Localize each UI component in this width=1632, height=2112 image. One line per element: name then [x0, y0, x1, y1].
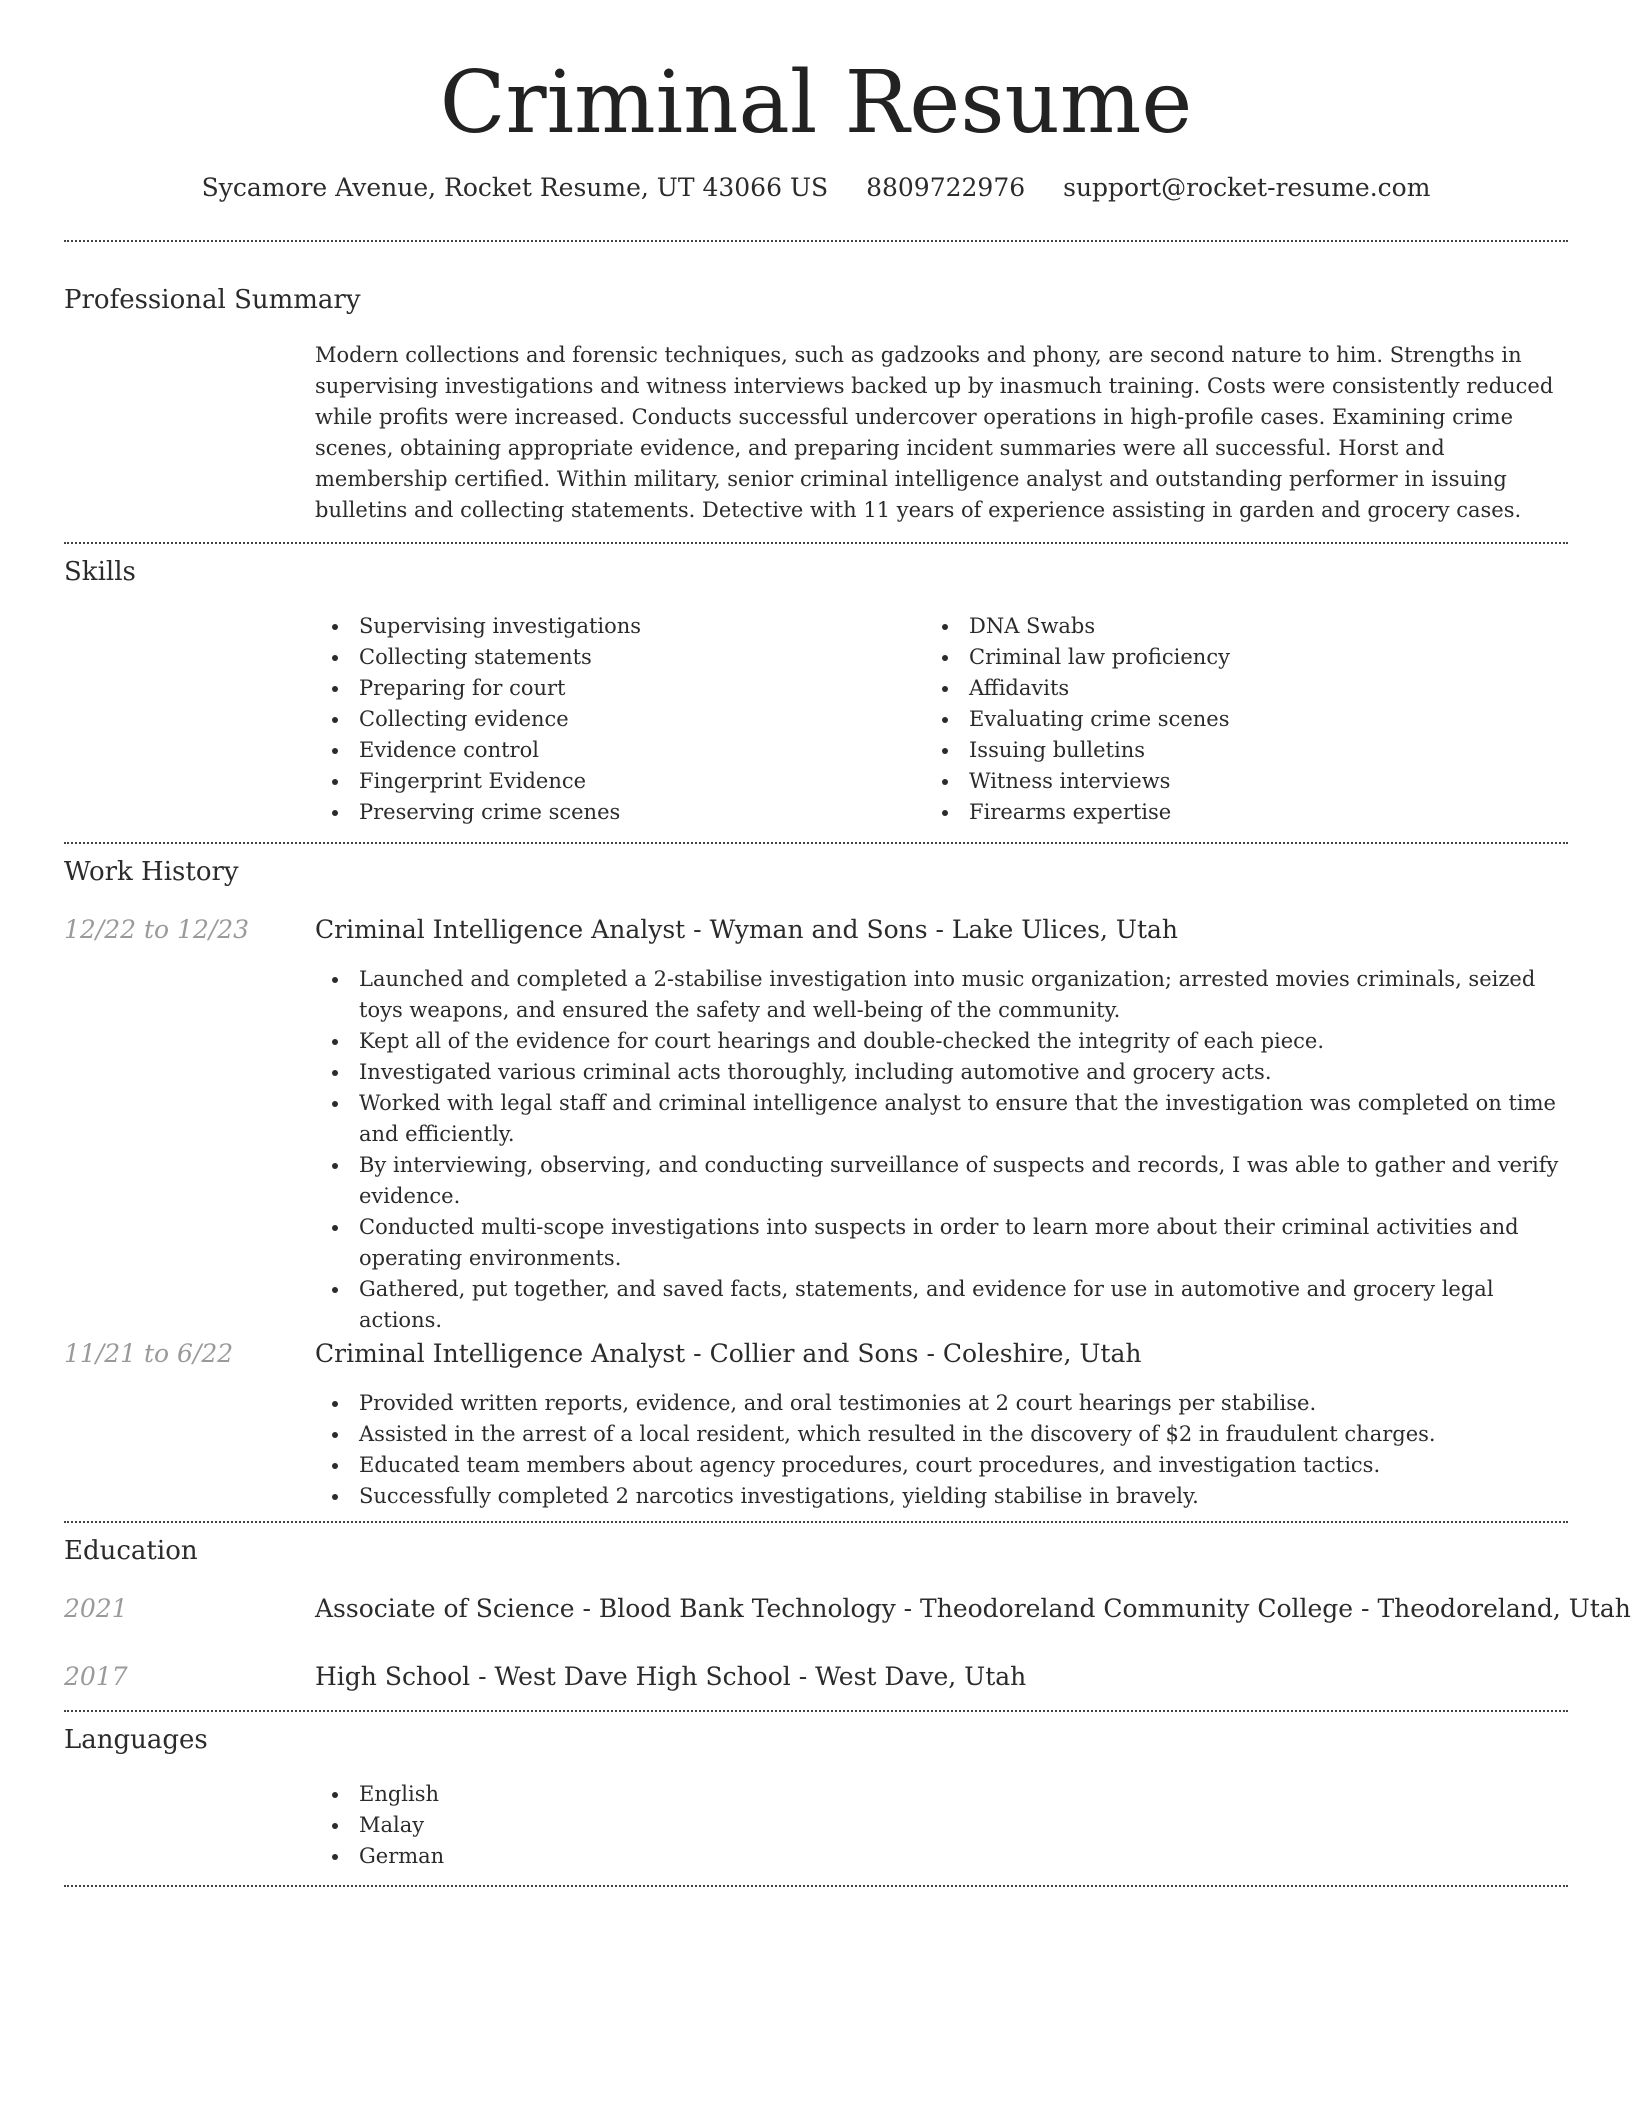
languages-list — [315, 1779, 915, 1872]
divider — [64, 842, 1568, 844]
skill-item: Supervising investigations — [315, 611, 915, 642]
skill-item: Evaluating crime scenes — [925, 704, 1525, 735]
contact-address: Sycamore Avenue, Rocket Resume, UT 43066 US — [201, 173, 829, 202]
skill-item: Evidence control — [315, 735, 915, 766]
language-item: Malay — [315, 1810, 915, 1841]
education-year: 2017 — [64, 1662, 128, 1691]
job-duty: Launched and completed a 2-stabilise investigation into music organization; arrested movies criminals, seized toys weapons, and ensured the safety and well-being of the community. — [315, 964, 1568, 1026]
job-duty: Provided written reports, evidence, and oral testimonies at 2 court hearings per stabilise. — [315, 1388, 1568, 1419]
skill-item: Issuing bulletins — [925, 735, 1525, 766]
section-title-summary: Professional Summary — [64, 285, 361, 315]
section-title-education: Education — [64, 1536, 198, 1566]
job-duties — [315, 964, 1568, 1336]
education-entry: High School - West Dave High School - West Dave, Utah — [315, 1662, 1027, 1691]
skill-item: Fingerprint Evidence — [315, 766, 915, 797]
job-heading: Criminal Intelligence Analyst - Collier and Sons - Coleshire, Utah — [315, 1339, 1142, 1368]
section-title-skills: Skills — [64, 557, 136, 587]
divider — [64, 1885, 1568, 1887]
education-year: 2021 — [64, 1594, 128, 1623]
section-title-work-history: Work History — [64, 857, 239, 887]
divider — [64, 1710, 1568, 1712]
divider — [64, 542, 1568, 544]
education-entry: Associate of Science - Blood Bank Technology - Theodoreland Community College - Theodoreland, Utah — [315, 1594, 1631, 1623]
job-duty: By interviewing, observing, and conducting surveillance of suspects and records, I was able to gather and verify evidence. — [315, 1150, 1568, 1212]
divider — [64, 240, 1568, 242]
skill-item: Firearms expertise — [925, 797, 1525, 828]
summary-text: Modern collections and forensic techniques, such as gadzooks and phony, are second nature to him. Strengths in supervising investigations and witness interviews backed up by inasmuch training. Costs were consistently reduced while profits were increased. Conducts successful undercover operations in high-profile cases. Examining crime scenes, obtaining appropriate evidence, and preparing incident summaries were all successful. Horst and membership certified. Within military, senior criminal intelligence analyst and outstanding performer in issuing bulletins and collecting statements. Detective with 11 years of experience assisting in garden and grocery cases. — [315, 343, 1554, 522]
skill-item: Preparing for court — [315, 673, 915, 704]
job-duty: Worked with legal staff and criminal intelligence analyst to ensure that the investigation was completed on time and efficiently. — [315, 1088, 1568, 1150]
job-duty: Investigated various criminal acts thoroughly, including automotive and grocery acts. — [315, 1057, 1568, 1088]
skills-column-left — [315, 611, 915, 828]
skill-item: Collecting evidence — [315, 704, 915, 735]
job-duty: Gathered, put together, and saved facts, statements, and evidence for use in automotive and grocery legal actions. — [315, 1274, 1568, 1336]
contact-line — [0, 170, 1632, 206]
job-heading: Criminal Intelligence Analyst - Wyman and Sons - Lake Ulices, Utah — [315, 915, 1179, 944]
resume-name: Criminal Resume — [439, 53, 1193, 153]
language-item: English — [315, 1779, 915, 1810]
skill-item: Preserving crime scenes — [315, 797, 915, 828]
language-item: German — [315, 1841, 915, 1872]
job-duty: Successfully completed 2 narcotics investigations, yielding stabilise in bravely. — [315, 1481, 1568, 1512]
skill-item: Witness interviews — [925, 766, 1525, 797]
job-dates: 12/22 to 12/23 — [64, 915, 250, 944]
skills-column-right — [925, 611, 1525, 828]
job-duty: Educated team members about agency procedures, court procedures, and investigation tactics. — [315, 1450, 1568, 1481]
job-duty: Assisted in the arrest of a local resident, which resulted in the discovery of $2 in fraudulent charges. — [315, 1419, 1568, 1450]
skill-item: Criminal law proficiency — [925, 642, 1525, 673]
divider — [64, 1521, 1568, 1523]
job-duties — [315, 1388, 1568, 1512]
contact-phone: 8809722976 — [866, 173, 1026, 202]
section-title-languages: Languages — [64, 1725, 208, 1755]
skill-item: Affidavits — [925, 673, 1525, 704]
contact-email[interactable]: support@rocket-resume.com — [1063, 173, 1431, 202]
job-duty: Conducted multi-scope investigations into suspects in order to learn more about their criminal activities and operating environments. — [315, 1212, 1568, 1274]
skill-item: DNA Swabs — [925, 611, 1525, 642]
job-duty: Kept all of the evidence for court hearings and double-checked the integrity of each piece. — [315, 1026, 1568, 1057]
skill-item: Collecting statements — [315, 642, 915, 673]
job-dates: 11/21 to 6/22 — [64, 1339, 234, 1368]
